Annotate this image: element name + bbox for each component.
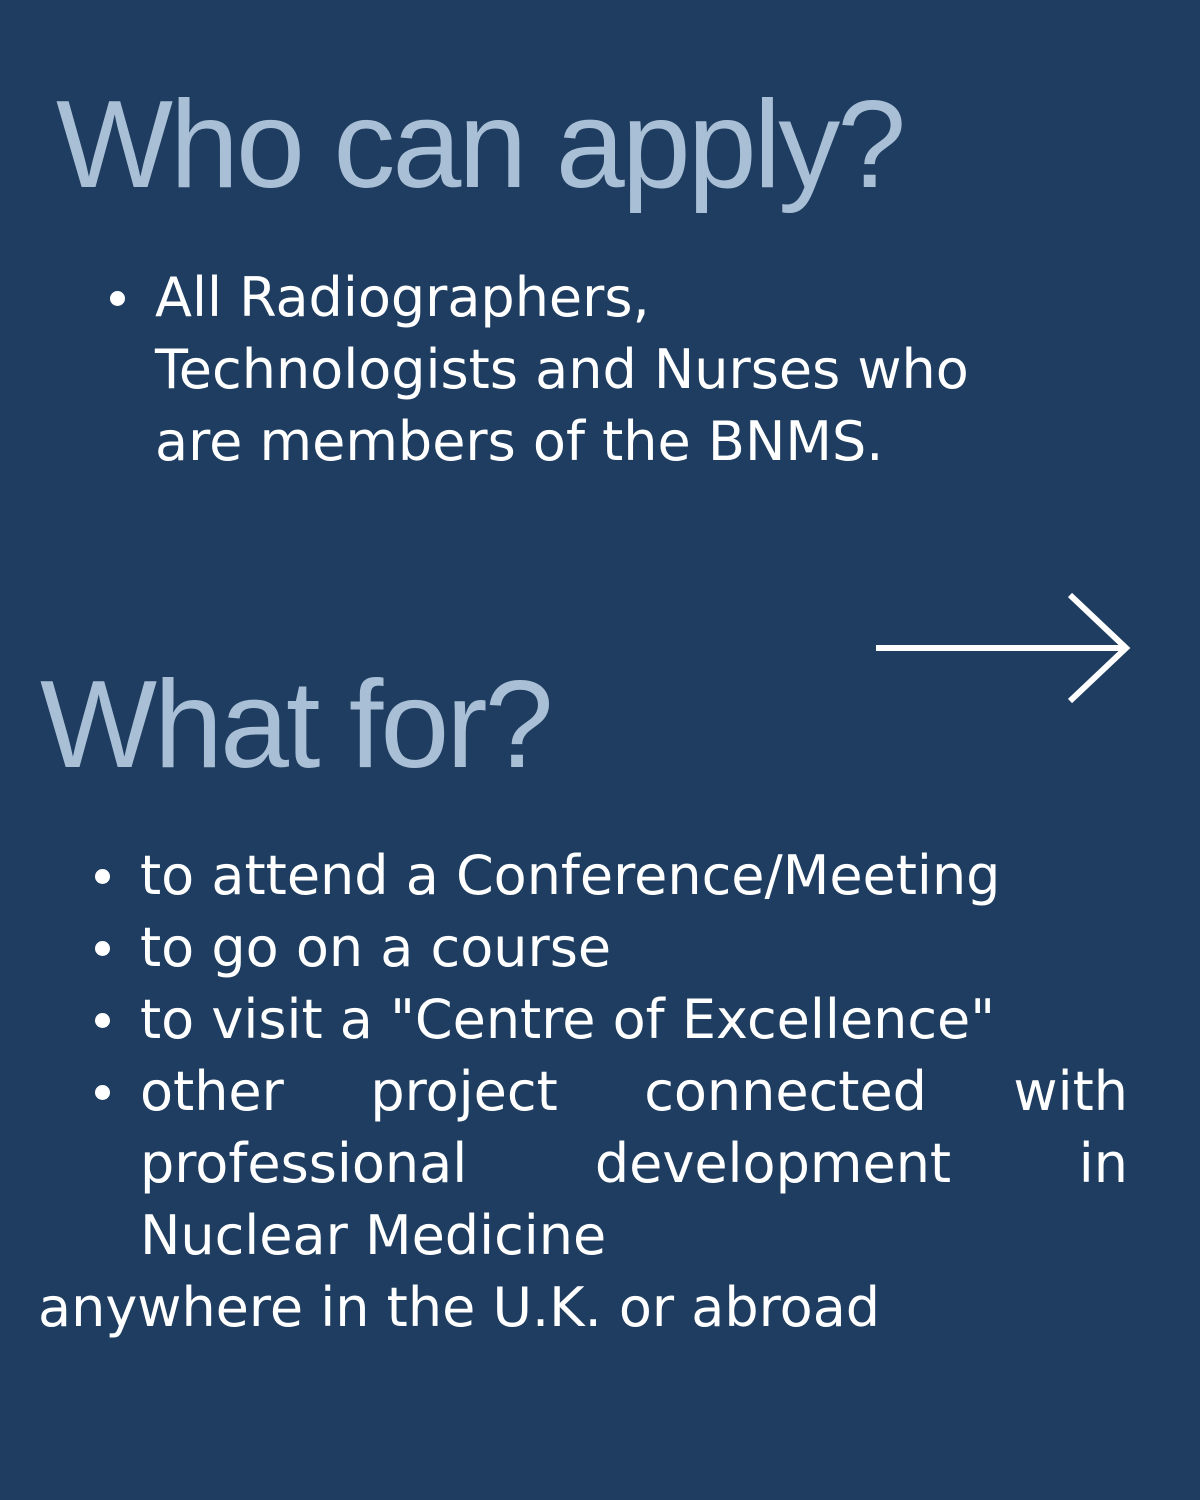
eligibility-text: All Radiographers, Technologists and Nurses who are members of the BNMS. xyxy=(155,266,969,473)
list-item xyxy=(140,912,1128,984)
purpose-text: to visit a "Centre of Excellence" xyxy=(140,988,996,1051)
bullet-icon xyxy=(95,941,110,956)
what-for-heading: What for? xyxy=(40,656,551,794)
eligibility-list xyxy=(155,262,975,478)
list-item xyxy=(155,262,975,478)
list-item xyxy=(140,984,1128,1056)
purpose-text: to go on a course xyxy=(140,916,612,979)
who-can-apply-heading: Who can apply? xyxy=(56,76,904,214)
purpose-text: to attend a Conference/Meeting xyxy=(140,844,1001,907)
list-item xyxy=(140,1056,1128,1272)
bullet-icon xyxy=(95,1085,110,1100)
bullet-icon xyxy=(95,869,110,884)
purpose-text: other project connected with professional development in Nuclear Medicine xyxy=(140,1060,1128,1267)
bullet-icon xyxy=(95,1013,110,1028)
list-item xyxy=(140,840,1128,912)
purpose-list xyxy=(140,840,1128,1272)
location-note: anywhere in the U.K. or abroad xyxy=(38,1276,881,1339)
bullet-icon xyxy=(110,291,125,306)
arrow-right-icon xyxy=(872,590,1134,708)
